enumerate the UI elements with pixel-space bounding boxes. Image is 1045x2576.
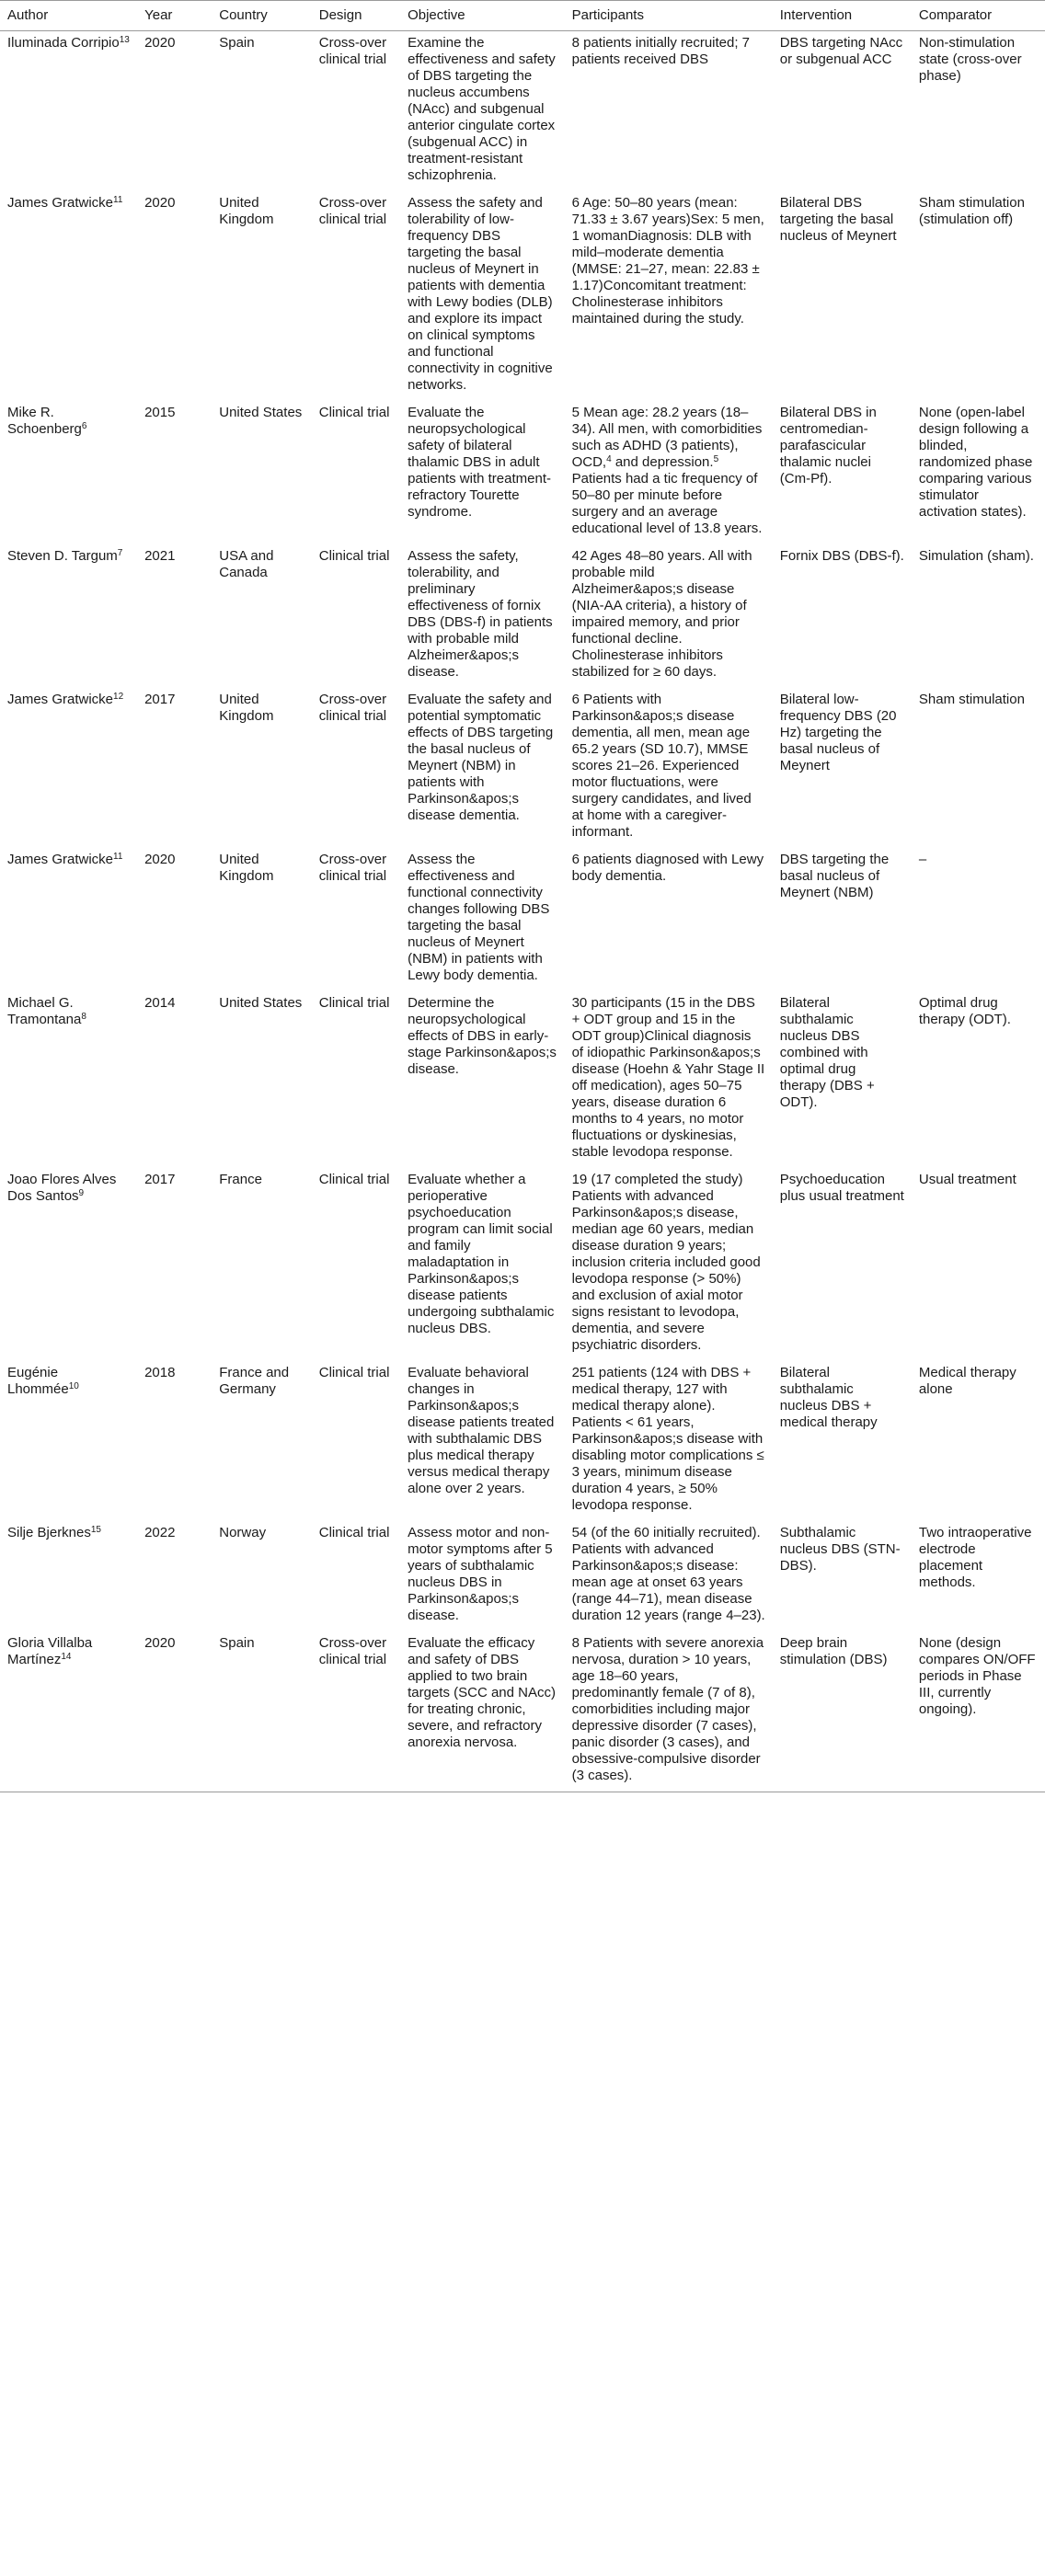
objective-cell: Assess the safety and tolerability of low-frequency DBS targeting the basal nucleus of Meynert in patients with dementia with Lewy bodies (DLB) and explore its impact on clinical symptoms and functional connectivity in cognitive networks.: [408, 195, 553, 393]
country-cell: United Kingdom: [219, 852, 274, 884]
author-name: James Gratwicke: [7, 852, 114, 867]
intervention-cell: DBS targeting NAcc or subgenual ACC: [779, 35, 903, 67]
table-row: [0, 401, 1045, 544]
author-cell: [0, 31, 137, 192]
year-cell: 2022: [144, 1525, 176, 1540]
author-cell: [0, 1631, 137, 1792]
table-row: [0, 191, 1045, 401]
objective-cell: Evaluate behavioral changes in Parkinson&apos;s disease patients treated with subthalamic DBS plus medical therapy versus medical therapy alone over 2 years.: [408, 1365, 555, 1496]
comparator-cell: Sham stimulation (stimulation off): [918, 195, 1025, 227]
participants-text: and depression.: [611, 454, 714, 470]
participants-cell: 19 (17 completed the study) Patients with advanced Parkinson&apos;s disease, median age 60 years, median disease duration 9 years; inclusion criteria included good levodopa response (> 50%) and exclusion of axial motor signs resistant to levodopa, dementia, and severe psychiatric disorders.: [571, 1172, 761, 1353]
header-country: Country: [212, 1, 312, 31]
table-body: [0, 31, 1045, 1792]
objective-cell: Assess the effectiveness and functional connectivity changes following DBS targeting the basal nucleus of Meynert (NBM) in patients with Lewy body dementia.: [408, 852, 550, 983]
country-cell: France and Germany: [219, 1365, 290, 1397]
header-author: Author: [0, 1, 137, 31]
design-cell: Clinical trial: [318, 405, 390, 420]
year-cell: 2014: [144, 995, 176, 1011]
objective-cell: Evaluate whether a perioperative psychoeducation program can limit social and family maladaptation in Parkinson&apos;s disease patients undergoing subthalamic nucleus DBS.: [408, 1172, 555, 1336]
intervention-cell: Subthalamic nucleus DBS (STN-DBS).: [779, 1525, 901, 1574]
header-intervention: Intervention: [773, 1, 912, 31]
objective-cell: Assess motor and non-motor symptoms after 5 years of subthalamic nucleus DBS in Parkinson&apos;s disease.: [408, 1525, 553, 1623]
header-objective: Objective: [400, 1, 565, 31]
design-cell: Clinical trial: [318, 1525, 390, 1540]
table-row: [0, 688, 1045, 848]
header-year: Year: [137, 1, 212, 31]
author-cell: [0, 688, 137, 848]
author-name: Iluminada Corripio: [7, 35, 120, 51]
reference-number: 13: [119, 35, 130, 45]
country-cell: United Kingdom: [219, 692, 274, 724]
participants-cell: 54 (of the 60 initially recruited). Patients with advanced Parkinson&apos;s disease: mean age at onset 63 years (range 44–71), mean disease duration 12 years (range 4–23).: [571, 1525, 765, 1623]
author-cell: [0, 401, 137, 544]
intervention-cell: Bilateral DBS targeting the basal nucleus of Meynert: [779, 195, 897, 244]
country-cell: France: [219, 1172, 262, 1187]
year-cell: 2017: [144, 692, 176, 707]
table-row: [0, 1361, 1045, 1521]
table-row: [0, 1521, 1045, 1631]
participants-cell: [565, 401, 773, 544]
reference-number: 10: [68, 1381, 79, 1391]
intervention-cell: Fornix DBS (DBS-f).: [779, 548, 904, 564]
comparator-cell: –: [918, 852, 927, 867]
header-participants: Participants: [565, 1, 773, 31]
header-row: [0, 1, 1045, 31]
reference-number: 8: [81, 1012, 86, 1022]
design-cell: Clinical trial: [318, 548, 390, 564]
objective-cell: Evaluate the safety and potential symptomatic effects of DBS targeting the basal nucleus of Meynert (NBM) in patients with Parkinson&apos;s disease dementia.: [408, 692, 554, 823]
header-comparator: Comparator: [912, 1, 1045, 31]
author-name: Silje Bjerknes: [7, 1525, 91, 1540]
author-name: James Gratwicke: [7, 195, 114, 211]
reference-number: 5: [713, 454, 719, 464]
participants-cell: 8 patients initially recruited; 7 patients received DBS: [571, 35, 751, 67]
author-cell: [0, 848, 137, 991]
objective-cell: Evaluate the neuropsychological safety of bilateral thalamic DBS in adult patients with treatment-refractory Tourette syndrome.: [408, 405, 551, 520]
author-cell: [0, 991, 137, 1168]
country-cell: United States: [219, 995, 303, 1011]
year-cell: 2020: [144, 195, 176, 211]
comparator-cell: None (design compares ON/OFF periods in Phase III, currently ongoing).: [912, 1631, 1045, 1792]
table-row: [0, 848, 1045, 991]
design-cell: Clinical trial: [318, 995, 390, 1011]
table-row: [0, 1168, 1045, 1361]
author-name: Joao Flores Alves Dos Santos: [7, 1172, 117, 1204]
reference-number: 12: [113, 692, 124, 702]
comparator-cell: None (open-label design following a blinded, randomized phase comparing various stimulator activation states).: [918, 405, 1033, 520]
participants-text: Patients had a tic frequency of 50–80 per minute before surgery and an average educational level of 13.8 years.: [571, 471, 763, 536]
design-cell: Cross-over clinical trial: [318, 852, 387, 884]
year-cell: 2020: [137, 1631, 212, 1792]
author-name: Steven D. Targum: [7, 548, 118, 564]
reference-number: 15: [90, 1525, 101, 1535]
participants-text: 5 Mean age: 28.2 years (18–34). All men, with comorbidities such as ADHD (3 patients), OCD,: [571, 405, 763, 470]
table-row: [0, 544, 1045, 688]
participants-cell: 8 Patients with severe anorexia nervosa, duration > 10 years, age 18–60 years, predominantly female (7 of 8), comorbidities including major depressive disorder (7 cases), panic disorder (3 cases), and obsessive-compulsive disorder (3 cases).: [565, 1631, 773, 1792]
year-cell: 2020: [144, 852, 176, 867]
participants-cell: 6 Patients with Parkinson&apos;s disease dementia, all men, mean age 65.2 years (SD 10.7), MMSE scores 21–26. Experienced motor fluctuations, were surgery candidates, and lived at home with a caregiver-informant.: [571, 692, 752, 840]
table-row: [0, 31, 1045, 192]
participants-cell: 30 participants (15 in the DBS + ODT group and 15 in the ODT group)Clinical diagnosis of idiopathic Parkinson&apos;s disease (Hoehn & Yahr Stage II off medication), ages 50–75 years, disease duration 6 months to 4 years, no motor fluctuations or dyskinesias, stable levodopa response.: [571, 995, 765, 1160]
header-design: Design: [312, 1, 400, 31]
design-cell: Clinical trial: [318, 1365, 390, 1380]
country-cell: United States: [219, 405, 303, 420]
table-row: [0, 991, 1045, 1168]
comparator-cell: Optimal drug therapy (ODT).: [918, 995, 1011, 1027]
objective-cell: Examine the effectiveness and safety of DBS targeting the nucleus accumbens (NAcc) and subgenual anterior cingulate cortex (subgenual ACC) in treatment-resistant schizophrenia.: [408, 35, 556, 183]
participants-cell: 6 Age: 50–80 years (mean: 71.33 ± 3.67 years)Sex: 5 men, 1 womanDiagnosis: DLB with mild–moderate dementia (MMSE: 21–27, mean: 22.83 ± 1.17)Concomitant treatment: Cholinesterase inhibitors maintained during the study.: [571, 195, 764, 326]
comparator-cell: Usual treatment: [918, 1172, 1016, 1187]
year-cell: 2015: [144, 405, 176, 420]
design-cell: Cross-over clinical trial: [318, 195, 387, 227]
intervention-cell: Deep brain stimulation (DBS): [773, 1631, 912, 1792]
author-cell: [0, 1521, 137, 1631]
intervention-cell: DBS targeting the basal nucleus of Meynert (NBM): [779, 852, 890, 900]
design-cell: Clinical trial: [318, 1172, 390, 1187]
comparator-cell: Simulation (sham).: [918, 548, 1034, 564]
country-cell: Spain: [219, 35, 255, 51]
author-name: Mike R. Schoenberg: [7, 405, 82, 437]
reference-number: 14: [61, 1652, 72, 1662]
author-cell: [0, 191, 137, 401]
year-cell: 2018: [144, 1365, 176, 1380]
participants-cell: 42 Ages 48–80 years. All with probable mild Alzheimer&apos;s disease (NIA-AA criteria), a history of impaired memory, and prior functional decline. Cholinesterase inhibitors stabilized for ≥ 60 days.: [571, 548, 752, 680]
design-cell: Cross-over clinical trial: [318, 35, 387, 67]
author-cell: [0, 544, 137, 688]
objective-cell: Evaluate the efficacy and safety of DBS applied to two brain targets (SCC and NAcc) for treating chronic, severe, and refractory anorexia nervosa.: [400, 1631, 565, 1792]
comparator-cell: Non-stimulation state (cross-over phase): [918, 35, 1022, 84]
author-cell: [0, 1168, 137, 1361]
reference-number: 4: [606, 454, 612, 464]
reference-number: 11: [113, 195, 123, 205]
country-cell: Norway: [219, 1525, 267, 1540]
design-cell: Cross-over clinical trial: [318, 692, 387, 724]
intervention-cell: Bilateral low-frequency DBS (20 Hz) targeting the basal nucleus of Meynert: [779, 692, 897, 773]
design-cell: Cross-over clinical trial: [312, 1631, 400, 1792]
reference-number: 11: [113, 852, 123, 862]
intervention-cell: Bilateral subthalamic nucleus DBS + medical therapy: [779, 1365, 878, 1430]
objective-cell: Assess the safety, tolerability, and preliminary effectiveness of fornix DBS (DBS-f) in patients with probable mild Alzheimer&apos;s disease.: [408, 548, 553, 680]
reference-number: 7: [117, 548, 123, 558]
participants-cell: 6 patients diagnosed with Lewy body dementia.: [571, 852, 764, 884]
intervention-cell: Psychoeducation plus usual treatment: [779, 1172, 904, 1204]
country-cell: United Kingdom: [219, 195, 274, 227]
author-cell: [0, 1361, 137, 1521]
author-name: Eugénie Lhommée: [7, 1365, 69, 1397]
table-row: [0, 1631, 1045, 1792]
reference-number: 6: [81, 421, 87, 431]
country-cell: Spain: [212, 1631, 312, 1792]
author-name: Michael G. Tramontana: [7, 995, 82, 1027]
author-name: Gloria Villalba Martínez: [7, 1635, 93, 1667]
intervention-cell: Bilateral DBS in centromedian-parafascicular thalamic nuclei (Cm-Pf).: [779, 405, 877, 487]
reference-number: 9: [78, 1188, 85, 1198]
comparator-cell: Medical therapy alone: [918, 1365, 1016, 1397]
year-cell: 2017: [144, 1172, 176, 1187]
intervention-cell: Bilateral subthalamic nucleus DBS combined with optimal drug therapy (DBS + ODT).: [779, 995, 875, 1110]
author-name: James Gratwicke: [7, 692, 114, 707]
comparator-cell: Sham stimulation: [918, 692, 1025, 707]
table-header: [0, 1, 1045, 31]
objective-cell: Determine the neuropsychological effects of DBS in early-stage Parkinson&apos;s disease.: [408, 995, 557, 1077]
participants-cell: 251 patients (124 with DBS + medical therapy, 127 with medical therapy alone). Patients < 61 years, Parkinson&apos;s disease with disabling motor complications ≤ 3 years, minimum disease duration 4 years, ≥ 50% levodopa response.: [571, 1365, 764, 1513]
year-cell: 2021: [144, 548, 176, 564]
comparator-cell: Two intraoperative electrode placement methods.: [918, 1525, 1032, 1590]
country-cell: USA and Canada: [219, 548, 274, 580]
year-cell: 2020: [144, 35, 176, 51]
